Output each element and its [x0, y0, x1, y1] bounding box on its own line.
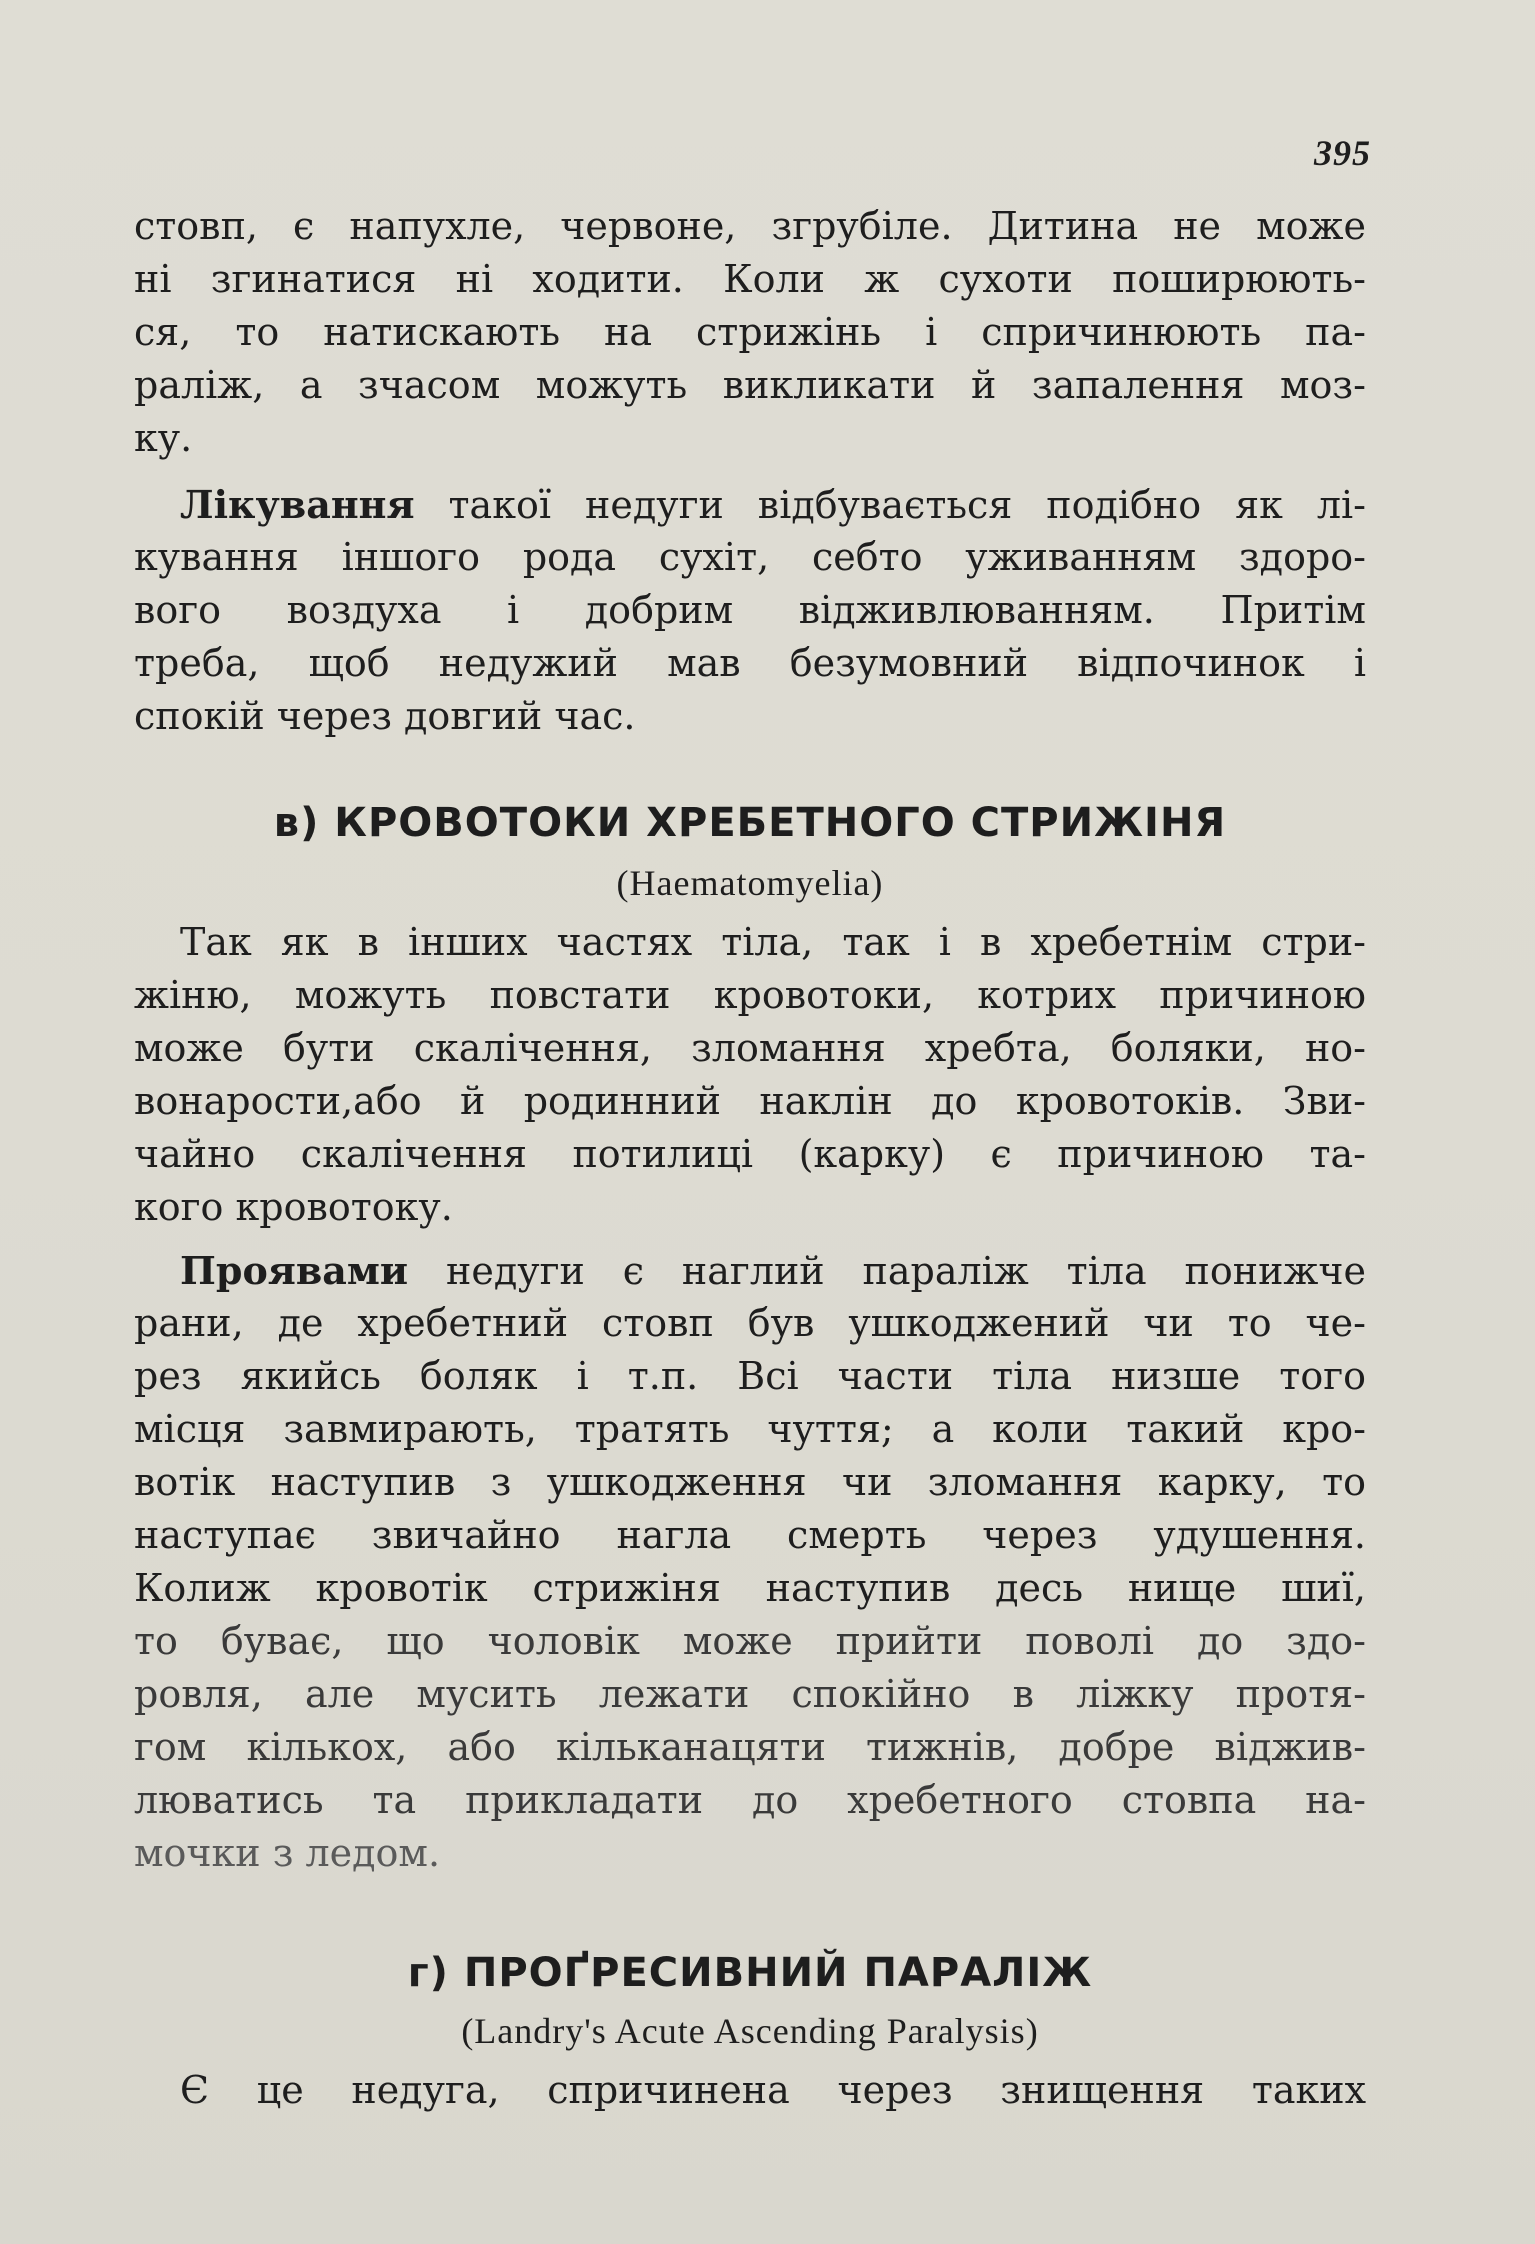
text-line: рез якийсь боляк і т.п. Всі части тіла низше того — [134, 1354, 1366, 1398]
page-number: 395 — [1314, 133, 1371, 173]
text-line: то буває, що чоловік може прийти поволі до здо- — [134, 1619, 1366, 1663]
bold-lead: Лікування — [180, 482, 415, 527]
paragraph-g-1 — [134, 2064, 1366, 2117]
text-line: кого кровотоку. — [134, 1185, 453, 1229]
text-line: ровля, але мусить лежати спокійно в ліжку протя- — [134, 1672, 1366, 1716]
paragraph-v-2 — [134, 1244, 1366, 1880]
paragraph-v-1 — [134, 916, 1366, 1234]
lead-rest: недуги є наглий параліж тіла понижче — [408, 1249, 1366, 1293]
text-line: наступає звичайно нагла смерть через удушення. — [134, 1513, 1366, 1557]
text-line: треба, щоб недужий мав безумовний відпочинок і — [134, 641, 1366, 685]
text-line: вонарости,або й родинний наклін до кровотоків. Зви- — [134, 1079, 1366, 1123]
text-line: ні згинатися ні ходити. Коли ж сухоти поширюють- — [134, 257, 1366, 301]
text-line: чайно скалічення потилиці (карку) є причиною та- — [134, 1132, 1366, 1176]
text-line: Колиж кровотік стрижіня наступив десь нище шиї, — [134, 1566, 1366, 1610]
text-line — [134, 478, 1366, 531]
text-line: мочки з ледом. — [134, 1831, 441, 1875]
text-line: місця завмирають, тратять чуття; а коли такий кро- — [134, 1407, 1366, 1451]
text-line: може бути скалічення, зломання хребта, боляки, но- — [134, 1026, 1366, 1070]
paragraph-1 — [134, 200, 1366, 465]
section-latin-v: (Haematomyelia) — [616, 863, 884, 903]
text-line: кування іншого рода сухіт, себто уживанням здоро- — [134, 535, 1366, 579]
text-line: рани, де хребетний стовп був ушкоджений чи то че- — [134, 1301, 1366, 1345]
text-line: вотік наступив з ушкодження чи зломання карку, то — [134, 1460, 1366, 1504]
section-heading-v: в) КРОВОТОКИ ХРЕБЕТНОГО СТРИЖІНЯ — [273, 800, 1227, 846]
text-line: гом кількох, або кільканацяти тижнів, добре віджив- — [134, 1725, 1366, 1769]
text-line: Так як в інших частях тіла, так і в хребетнім стри- — [180, 920, 1366, 964]
text-line: вого воздуха і добрим відживлюванням. Притім — [134, 588, 1366, 632]
section-latin-g: (Landry's Acute Ascending Paralysis) — [461, 2011, 1039, 2051]
text-line: спокій через довгий час. — [134, 694, 636, 738]
text-line: жіню, можуть повстати кровотоки, котрих причиною — [134, 973, 1366, 1017]
text-line: Є це недуга, спричинена через знищення таких — [180, 2068, 1366, 2112]
text-line: стовп, є напухле, червоне, згрубіле. Дитина не може — [134, 204, 1366, 248]
text-line: ку. — [134, 416, 193, 460]
bold-lead: Проявами — [180, 1248, 409, 1293]
section-heading-g: г) ПРОҐРЕСИВНИЙ ПАРАЛІЖ — [407, 1950, 1093, 1996]
text-line: ся, то натискають на стрижінь і спричинюють па- — [134, 310, 1366, 354]
text-line: люватись та прикладати до хребетного стовпа на- — [134, 1778, 1366, 1822]
text-line — [134, 1244, 1366, 1297]
text-line: раліж, а зчасом можуть викликати й запалення моз- — [134, 363, 1366, 407]
paragraph-2 — [134, 478, 1366, 743]
lead-rest: такої недуги відбувається подібно як лі- — [414, 483, 1366, 527]
